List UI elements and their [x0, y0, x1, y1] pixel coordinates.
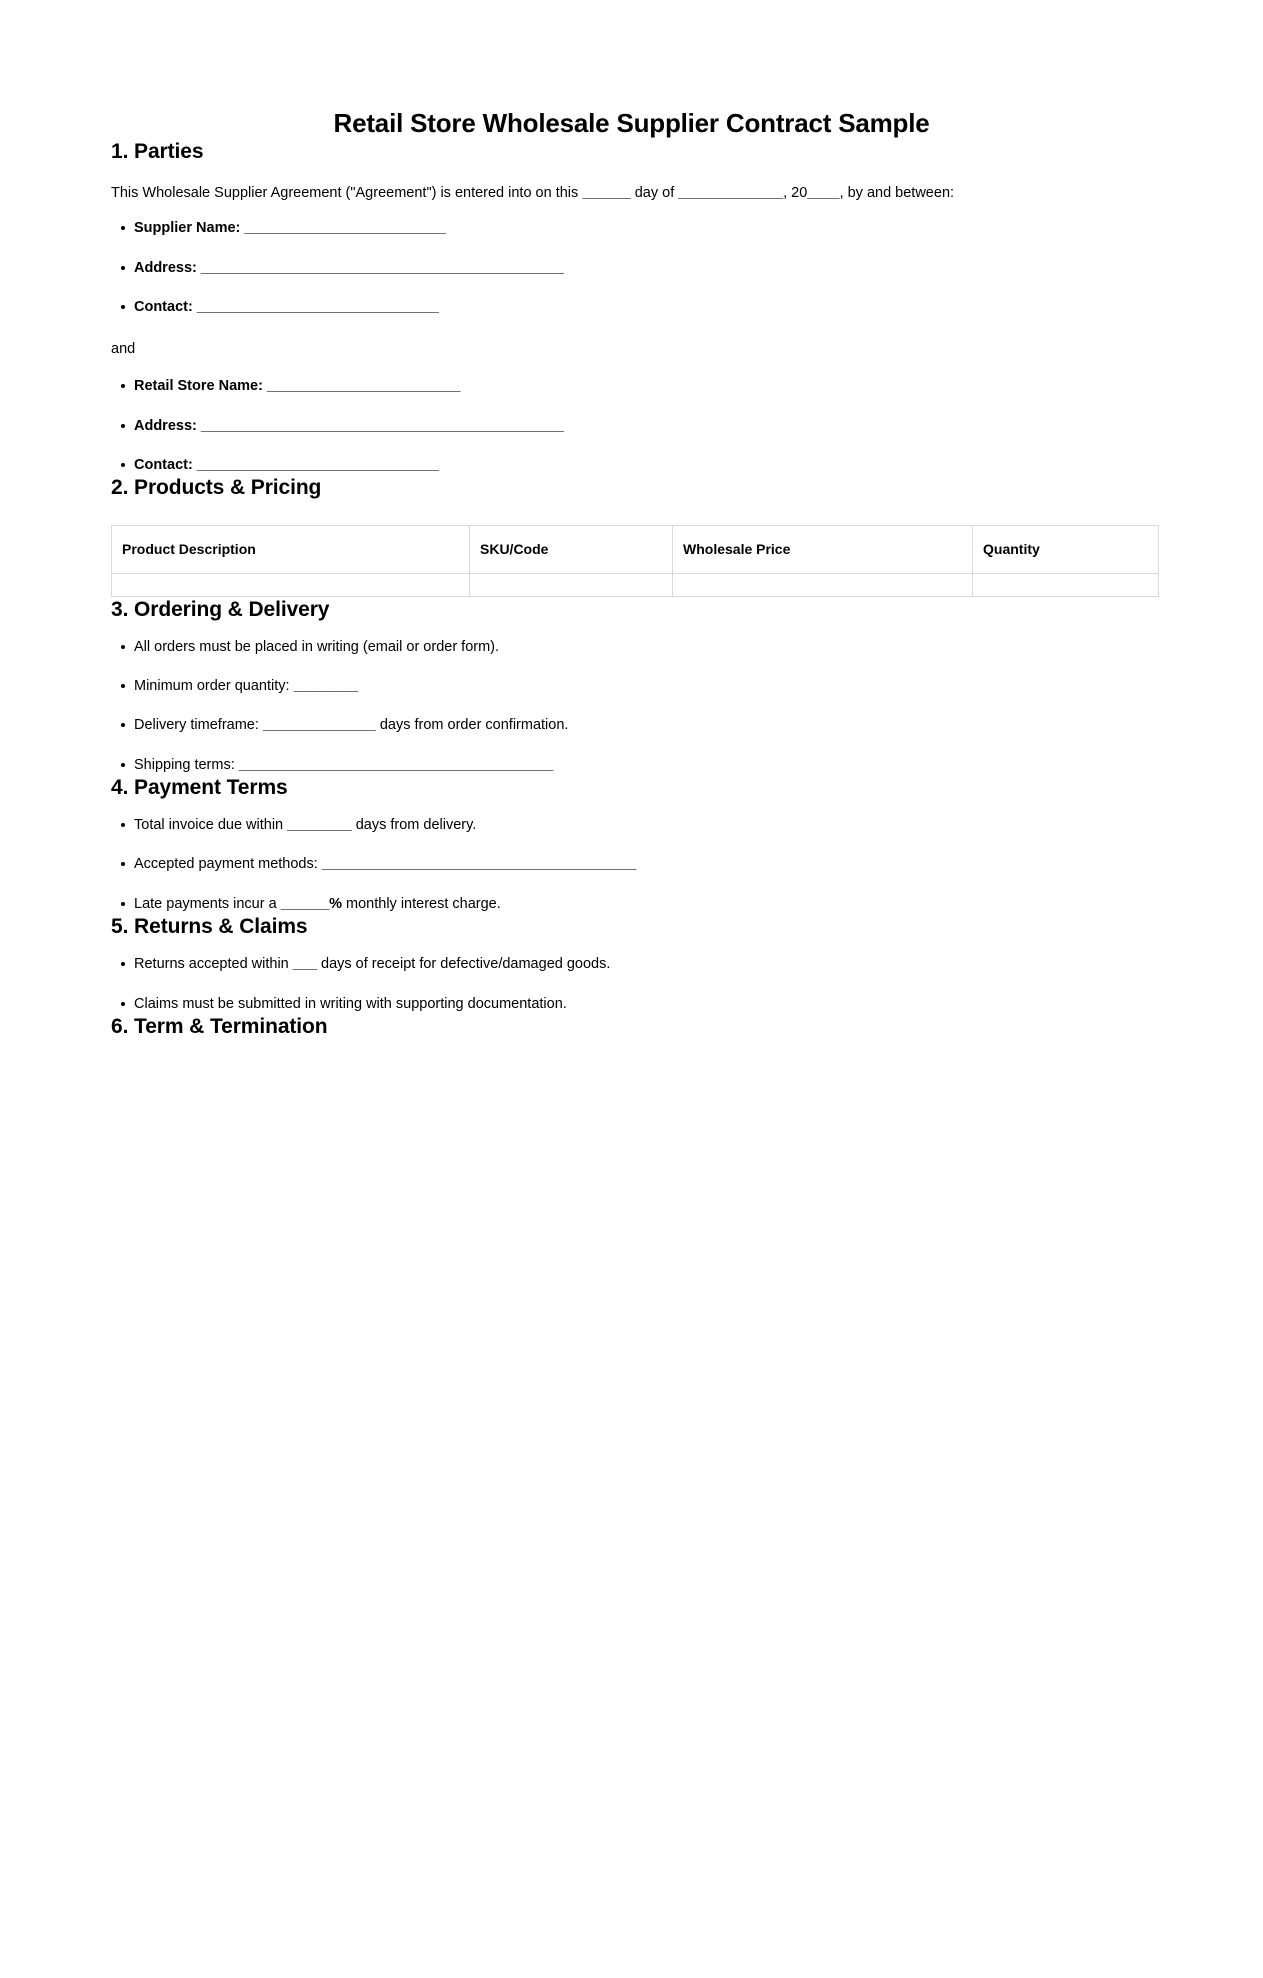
retail-address-blank: _____________________________________________	[200, 417, 564, 434]
supplier-party-list	[111, 204, 1158, 317]
retail-address-label: Address:	[134, 417, 197, 434]
retail-contact-label: Contact:	[134, 456, 193, 473]
payment-item-1-blank: _______________________________________	[321, 856, 637, 873]
list-item	[111, 676, 1158, 696]
ordering-item-2-blank: ______________	[262, 717, 376, 734]
intro-text-day-of: day of	[630, 185, 679, 202]
list-item	[111, 894, 1158, 914]
ordering-item-3-text: Shipping terms:	[134, 756, 239, 773]
payment-item-2-tail: monthly interest charge.	[341, 895, 501, 912]
table-header-row	[112, 525, 1159, 573]
and-connector: and	[111, 341, 136, 358]
payment-item-0-text: Total invoice due within	[134, 817, 288, 834]
section-heading-payment-terms: 4. Payment Terms	[111, 775, 288, 799]
page-title: Retail Store Wholesale Supplier Contract Sample	[333, 108, 930, 138]
retailer-party-list	[111, 360, 1158, 475]
table-row	[112, 573, 1159, 596]
list-item	[111, 815, 1158, 835]
list-item	[111, 755, 1158, 775]
ordering-delivery-list	[111, 623, 1158, 775]
cell-sku-code[interactable]	[470, 573, 673, 596]
list-item	[111, 954, 1158, 974]
products-pricing-table	[111, 525, 1159, 597]
payment-item-2-blank: ______%	[280, 895, 342, 912]
payment-terms-list	[111, 801, 1158, 914]
cell-wholesale-price[interactable]	[673, 573, 973, 596]
blank-day: ______	[582, 185, 631, 202]
intro-text-tail: , by and between:	[839, 185, 955, 202]
ordering-item-3-blank: _______________________________________	[238, 756, 554, 773]
section-heading-returns-claims: 5. Returns & Claims	[111, 915, 308, 939]
supplier-contact-label: Contact:	[134, 299, 193, 316]
parties-intro-paragraph	[111, 165, 1158, 204]
list-item	[111, 218, 1158, 238]
returns-claims-list	[111, 940, 1158, 1014]
returns-item-0-tail: days of receipt for defective/damaged goods.	[316, 956, 611, 973]
supplier-address-blank: _____________________________________________	[200, 259, 564, 276]
returns-item-1-text: Claims must be submitted in writing with supporting documentation.	[134, 995, 567, 1012]
ordering-item-2-tail: days from order confirmation.	[375, 717, 569, 734]
section-heading-term-termination: 6. Term & Termination	[111, 1014, 328, 1038]
document-body	[0, 139, 1263, 1040]
column-header-product-description: Product Description	[112, 525, 470, 573]
list-item	[111, 994, 1158, 1014]
payment-item-1-text: Accepted payment methods:	[134, 856, 322, 873]
ordering-item-2-text: Delivery timeframe:	[134, 717, 263, 734]
column-header-sku-code: SKU/Code	[470, 525, 673, 573]
retail-store-name-label: Retail Store Name:	[134, 378, 263, 395]
ordering-item-1-text: Minimum order quantity:	[134, 678, 294, 695]
supplier-name-blank: _________________________	[244, 220, 446, 237]
supplier-address-label: Address:	[134, 259, 197, 276]
cell-quantity[interactable]	[973, 573, 1159, 596]
intro-text-lead: This Wholesale Supplier Agreement ("Agreement") is entered into on this	[111, 185, 583, 202]
list-item	[111, 637, 1158, 657]
column-header-wholesale-price: Wholesale Price	[673, 525, 973, 573]
list-item	[111, 854, 1158, 874]
list-item	[111, 416, 1158, 436]
ordering-item-0-text: All orders must be placed in writing (email or order form).	[134, 638, 500, 655]
retail-store-name-blank: ________________________	[266, 378, 461, 395]
list-item	[111, 376, 1158, 396]
section-heading-ordering-delivery: 3. Ordering & Delivery	[111, 597, 330, 621]
returns-item-0-blank: ___	[292, 956, 317, 973]
payment-item-2-text: Late payments incur a	[134, 895, 281, 912]
cell-product-description[interactable]	[112, 573, 470, 596]
list-item	[111, 297, 1158, 317]
column-header-quantity: Quantity	[973, 525, 1159, 573]
payment-item-0-tail: days from delivery.	[351, 817, 477, 834]
blank-year: ____	[807, 185, 840, 202]
blank-month: _____________	[678, 185, 784, 202]
list-item	[111, 455, 1158, 475]
section-heading-products-pricing: 2. Products & Pricing	[111, 476, 322, 500]
ordering-item-1-blank: ________	[293, 678, 359, 695]
returns-item-0-text: Returns accepted within	[134, 956, 293, 973]
payment-item-0-blank: ________	[287, 817, 352, 834]
section-heading-parties: 1. Parties	[111, 140, 204, 164]
intro-text-year-prefix: , 20	[783, 185, 808, 202]
supplier-name-label: Supplier Name:	[134, 220, 241, 237]
supplier-contact-blank: ______________________________	[196, 299, 439, 316]
list-item	[111, 258, 1158, 278]
retail-contact-blank: ______________________________	[196, 456, 439, 473]
list-item	[111, 715, 1158, 735]
